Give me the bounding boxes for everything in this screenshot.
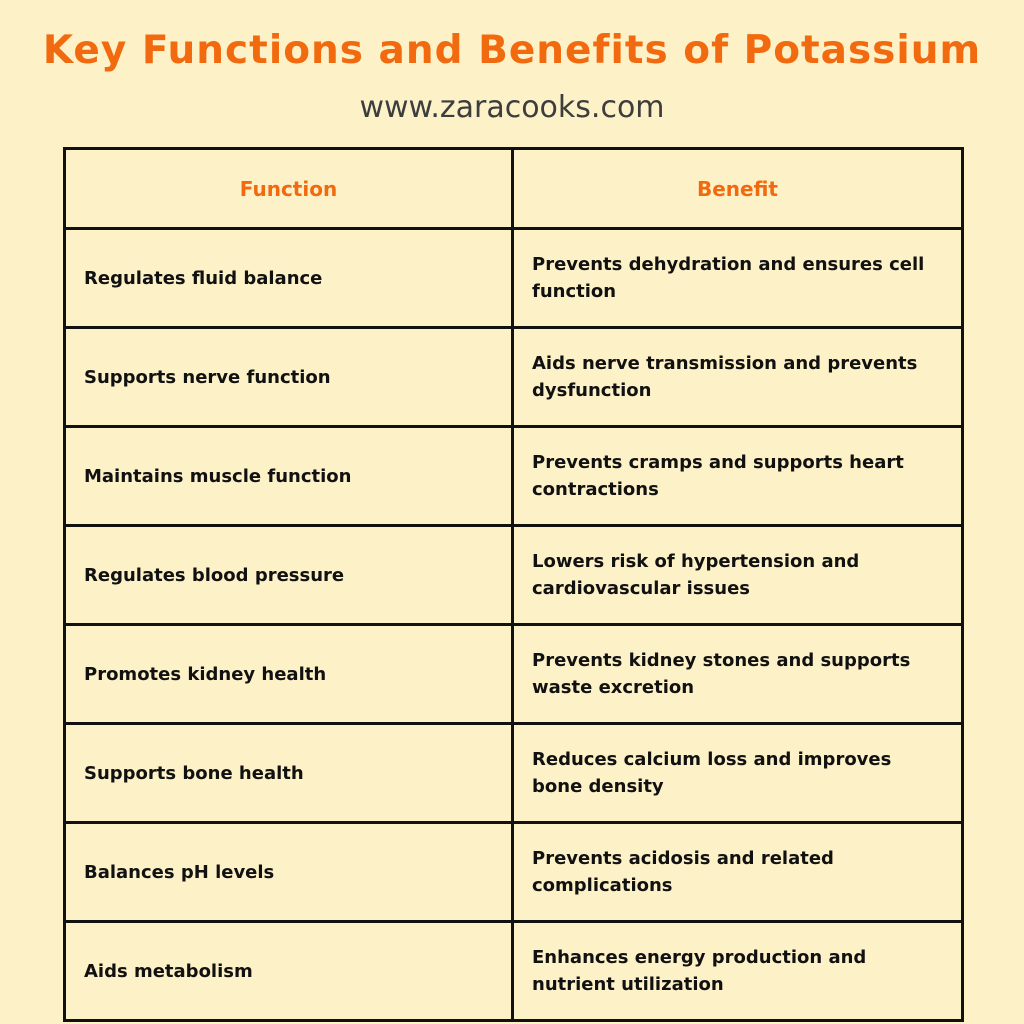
- function-cell: Regulates blood pressure: [65, 526, 513, 625]
- benefit-cell: Prevents cramps and supports heart contractions: [513, 427, 963, 526]
- page-title: Key Functions and Benefits of Potassium: [42, 28, 982, 73]
- function-cell: Regulates fluid balance: [65, 229, 513, 328]
- function-cell: Balances pH levels: [65, 823, 513, 922]
- table-row: [65, 922, 963, 1021]
- benefit-cell: Enhances energy production and nutrient utilization: [513, 922, 963, 1021]
- function-cell: Maintains muscle function: [65, 427, 513, 526]
- function-cell: Aids metabolism: [65, 922, 513, 1021]
- table-row: [65, 823, 963, 922]
- table-row: [65, 526, 963, 625]
- table-row: [65, 229, 963, 328]
- function-cell: Supports nerve function: [65, 328, 513, 427]
- benefit-cell: Prevents acidosis and related complications: [513, 823, 963, 922]
- table-row: [65, 724, 963, 823]
- column-header-benefit: Benefit: [513, 149, 963, 229]
- potassium-table: [63, 147, 964, 1022]
- column-header-function: Function: [65, 149, 513, 229]
- function-cell: Supports bone health: [65, 724, 513, 823]
- benefit-cell: Prevents kidney stones and supports waste excretion: [513, 625, 963, 724]
- benefit-cell: Aids nerve transmission and prevents dysfunction: [513, 328, 963, 427]
- table-row: [65, 427, 963, 526]
- benefit-cell: Lowers risk of hypertension and cardiovascular issues: [513, 526, 963, 625]
- table-header-row: [65, 149, 963, 229]
- table-row: [65, 625, 963, 724]
- benefit-cell: Reduces calcium loss and improves bone density: [513, 724, 963, 823]
- website-url: www.zaracooks.com: [359, 90, 665, 125]
- table-row: [65, 328, 963, 427]
- function-cell: Promotes kidney health: [65, 625, 513, 724]
- benefit-cell: Prevents dehydration and ensures cell function: [513, 229, 963, 328]
